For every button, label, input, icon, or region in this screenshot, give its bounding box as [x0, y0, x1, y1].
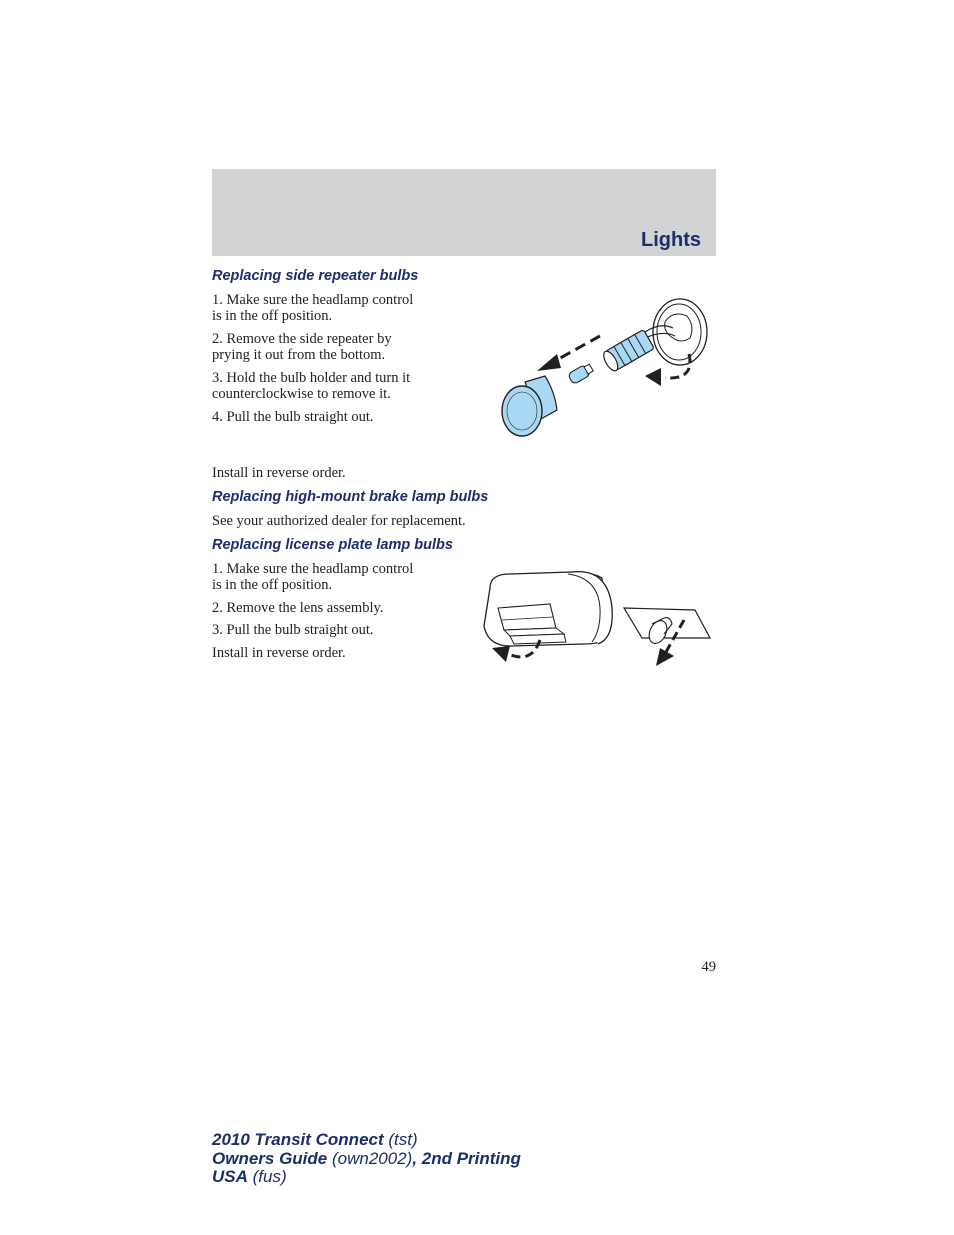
- footer-line-3: USA (fus): [212, 1167, 287, 1186]
- footer-line-1: 2010 Transit Connect (tst): [212, 1130, 418, 1149]
- license-plate-lamp-illustration: [480, 568, 715, 670]
- step-license-1-line-1: 1. Make sure the headlamp control: [212, 561, 414, 577]
- step-license-3: 3. Pull the bulb straight out.: [212, 622, 374, 638]
- page-number: 49: [701, 959, 716, 975]
- step-side-4: 4. Pull the bulb straight out.: [212, 409, 374, 425]
- side-repeater-illustration: [495, 292, 710, 442]
- step-side-1-line-1: 1. Make sure the headlamp control: [212, 292, 414, 308]
- step-side-3-line-1: 3. Hold the bulb holder and turn it: [212, 370, 411, 386]
- step-side-3-line-2: counterclockwise to remove it.: [212, 386, 391, 402]
- heading-license-plate: Replacing license plate lamp bulbs: [212, 537, 453, 553]
- step-side-1-line-2: is in the off position.: [212, 308, 333, 324]
- step-license-1-line-2: is in the off position.: [212, 577, 333, 593]
- heading-high-mount-brake: Replacing high-mount brake lamp bulbs: [212, 489, 489, 505]
- high-mount-dealer-note: See your authorized dealer for replacement.: [212, 513, 466, 529]
- side-repeater-install-note: Install in reverse order.: [212, 465, 346, 481]
- step-license-2: 2. Remove the lens assembly.: [212, 600, 384, 616]
- heading-side-repeater: Replacing side repeater bulbs: [212, 268, 419, 284]
- step-side-2-line-1: 2. Remove the side repeater by: [212, 331, 392, 347]
- document-footer: [212, 1131, 521, 1187]
- step-side-2-line-2: prying it out from the bottom.: [212, 347, 386, 363]
- section-title: Lights: [641, 229, 701, 251]
- section-header-band: [212, 169, 716, 256]
- footer-line-2: Owners Guide (own2002), 2nd Printing: [212, 1148, 521, 1168]
- license-plate-install-note: Install in reverse order.: [212, 645, 346, 661]
